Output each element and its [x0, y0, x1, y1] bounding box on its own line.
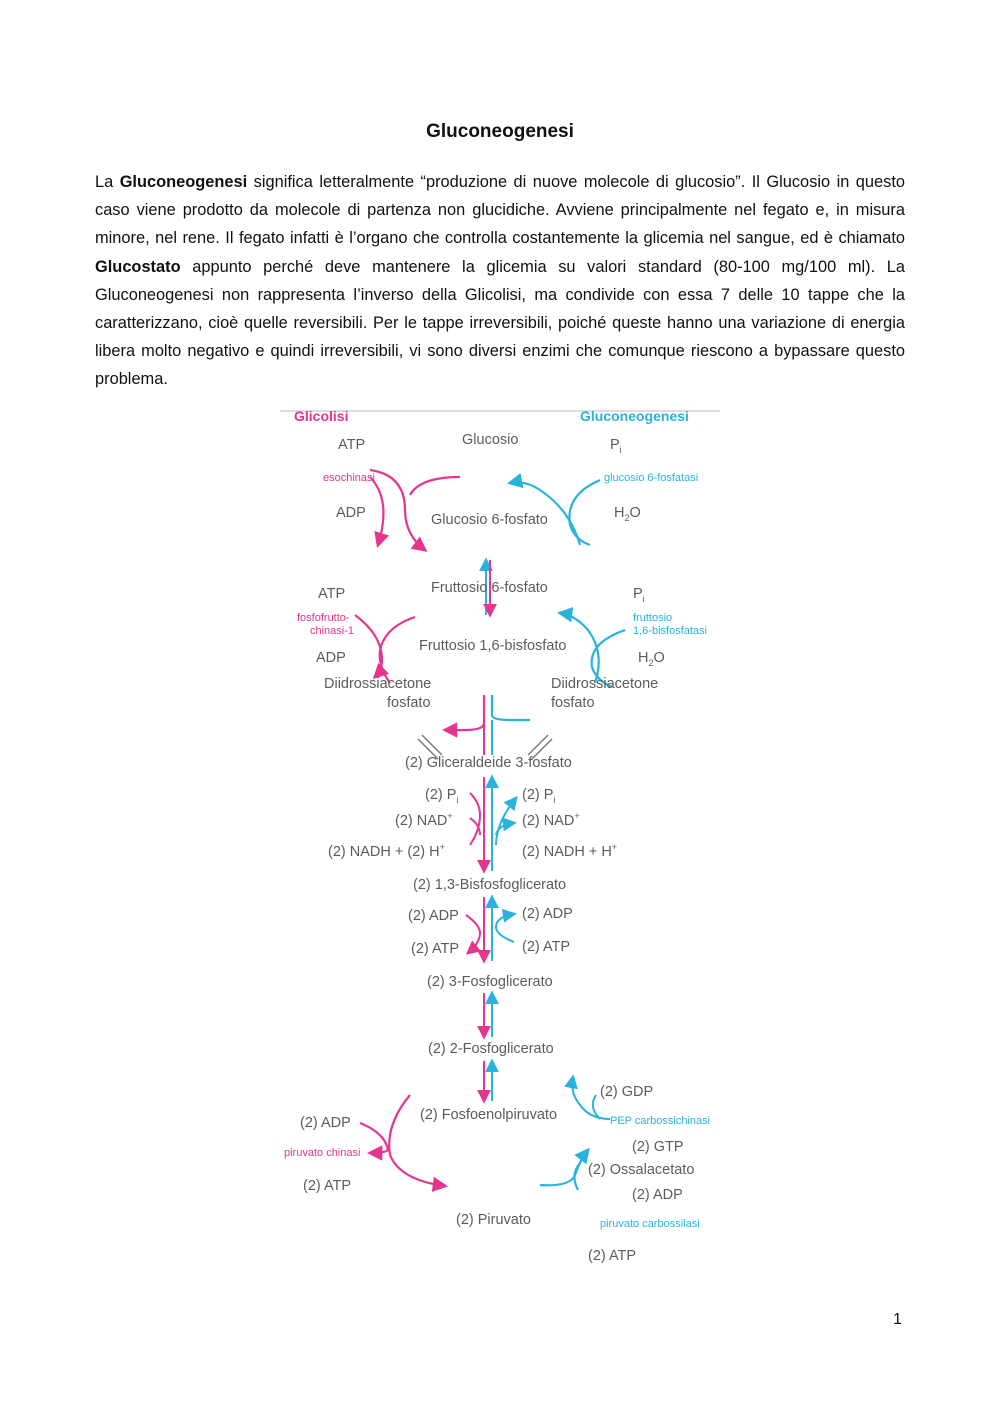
tpi-left-arrow [422, 735, 442, 755]
g6p-label: Glucosio 6-fosfato [431, 512, 548, 528]
g3p-right-pi: (2) $P_i$ [522, 787, 556, 805]
paragraph-text: appunto perché deve mantenere la glicemia su valori standard (80-100 mg/100 ml). La Gluconeogenesi non rappresenta l’inverso della Glicolisi, ma condivide con essa 7 delle 10 tappe che la caratterizzano, cioè quelle reversibili. Per le tappe irreversibili, poiché queste hanno una variazione di energia libera molto negativo e quindi irreversibili, vi sono diversi enzimi che comunque riescono a bypassare questo problema. [95, 257, 905, 389]
pgk-left-adp: (2) ADP [408, 908, 459, 924]
pc-arrow [540, 1150, 588, 1185]
paragraph-text: significa letteralmente “produzione di nuove molecole di glucosio”. Il Glucosio in questo caso viene prodotto da molecole di partenza non glucidiche. Avviene principalmente nel fegato e, in misura minore, nel rene. Il fegato infatti è l’organo che controlla costantemente la glicemia nel sangue, ed è chiamato [95, 173, 905, 248]
glycolysis-header: Glicolisi [294, 408, 349, 424]
paragraph-bold-term: Gluconeogenesi [119, 173, 248, 191]
atp2-label: ATP [318, 586, 346, 602]
dhap-right-label-2: fosfato [551, 695, 595, 711]
gapdh-left-curve-2 [470, 818, 480, 835]
atp-label: ATP [338, 437, 366, 453]
aldolase-left-arrow [445, 695, 484, 730]
glucosio-label: Glucosio [462, 432, 519, 448]
pk-atp: (2) ATP [303, 1178, 352, 1194]
pfk1-label-2: chinasi-1 [310, 625, 355, 637]
pgk-right-adp: (2) ADP [522, 906, 573, 922]
g3p-left-nad: (2) NAD+ [395, 811, 453, 829]
h2o2-label: $H_2O$ [638, 650, 665, 668]
pfk-main-arrow [380, 617, 415, 683]
pc-adp: (2) ADP [632, 1187, 683, 1203]
gapdh-right-curve [496, 798, 516, 845]
page-number: 1 [893, 1311, 902, 1328]
dhap-left-label-2: fosfato [387, 695, 431, 711]
pepck-gtp: (2) GTP [632, 1139, 684, 1155]
fbpase-label-1: fruttosio [633, 612, 673, 624]
f6p-label: Fruttosio 6-fosfato [431, 580, 548, 596]
intro-paragraph [95, 168, 905, 394]
pathway-svg [270, 405, 730, 1275]
dhap-left-label-1: Diidrossiacetone [324, 676, 432, 692]
g3p-right-nadh: (2) NADH + H+ [522, 842, 618, 860]
pepck-gdp: (2) GDP [600, 1084, 654, 1100]
pepck-label: PEP carbossichinasi [610, 1115, 711, 1127]
gapdh-right-curve-2 [496, 823, 514, 835]
pg2-label: (2) 2-Fosfoglicerato [428, 1041, 554, 1057]
g3p-left-pi: (2) $P_i$ [425, 787, 459, 805]
pgk-left-atp: (2) ATP [411, 941, 460, 957]
f16bp-label: Fruttosio 1,6-bisfosfato [419, 638, 567, 654]
hexokinase-arrow [370, 470, 425, 550]
pk-side-arrow [360, 1123, 388, 1153]
dhap-right-label-1: Diidrossiacetone [551, 676, 659, 692]
adp-label: ADP [336, 505, 366, 521]
pi2-label: $P_i$ [633, 586, 645, 604]
pk-adp: (2) ADP [300, 1115, 351, 1131]
oaa-label: (2) Ossalacetato [588, 1162, 695, 1178]
gluconeogenesis-diagram [270, 405, 730, 1275]
adp2-label: ADP [316, 650, 346, 666]
pk-enzyme-label: piruvato chinasi [284, 1147, 361, 1159]
h2o-label: $H_2O$ [614, 505, 641, 523]
pi-label: $P_i$ [610, 437, 622, 455]
pep-label: (2) Fosfoenolpiruvato [420, 1107, 558, 1123]
hexokinase-side-arrow [370, 477, 383, 545]
pgk-right-curve [496, 914, 514, 942]
g3p-right-nad: (2) NAD+ [522, 811, 580, 829]
tpi-right-arrow [528, 735, 548, 755]
pc-label: piruvato carbossilasi [600, 1218, 700, 1230]
gluconeogenesis-header: Gluconeogenesi [580, 408, 689, 424]
pc-atp: (2) ATP [588, 1248, 637, 1264]
pfk1-label-1: fosfofrutto- [297, 612, 350, 624]
pyruvate-label: (2) Piruvato [456, 1212, 531, 1228]
pgk-left-curve [466, 915, 480, 953]
paragraph-text: La [95, 173, 120, 191]
pgk-right-atp: (2) ATP [522, 939, 571, 955]
pg3-label: (2) 3-Fosfoglicerato [427, 974, 553, 990]
g6pasi-label: glucosio 6-fosfatasi [604, 472, 699, 484]
aldolase-right-arrow [492, 695, 530, 720]
fbpase-label-2: 1,6-bisfosfatasi [633, 625, 707, 637]
page-title: Gluconeogenesi [426, 121, 574, 142]
paragraph-bold-term: Glucostato [95, 257, 181, 276]
g3p-label: (2) Gliceraldeide 3-fosfato [405, 755, 572, 771]
pfk-arrow [355, 615, 382, 677]
bpg13-label: (2) 1,3-Bisfosfoglicerato [413, 877, 567, 893]
g6pase-side-arrow [569, 480, 600, 545]
g3p-left-nadh: (2) NADH + (2) H+ [328, 842, 445, 860]
esochinasi-label: esochinasi [323, 472, 375, 484]
hexokinase-top-arrow [410, 477, 460, 495]
